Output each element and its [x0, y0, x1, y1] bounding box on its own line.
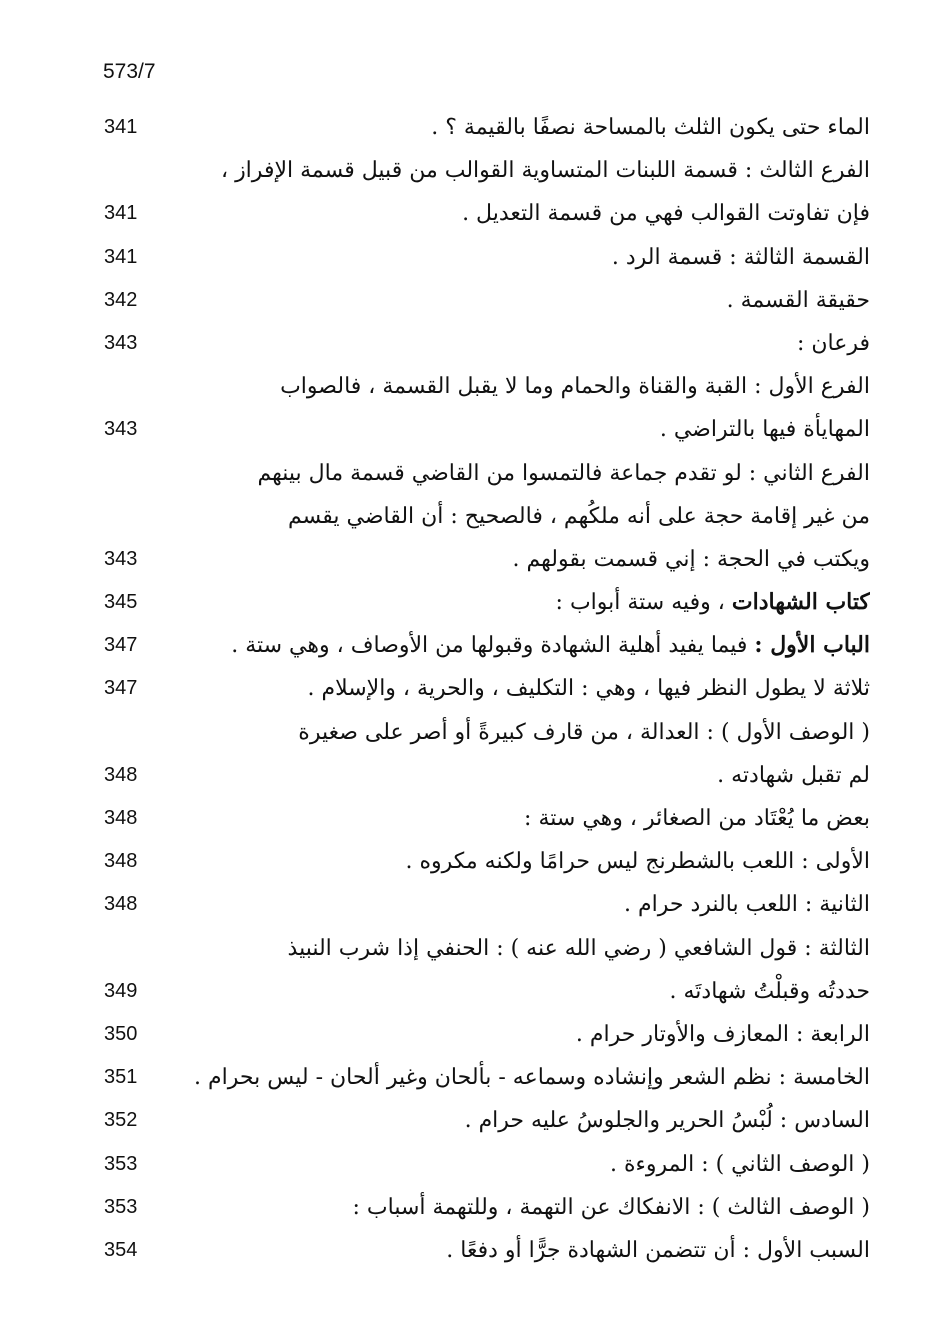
toc-entry: [0, 106, 934, 149]
toc-entry-text: [180, 883, 870, 926]
toc-entry: [0, 538, 934, 581]
toc-entry: [0, 1229, 934, 1272]
toc-entry-text: [180, 624, 870, 667]
toc-page-number: 347: [104, 634, 138, 657]
toc-entry: [0, 927, 934, 970]
toc-entry-text: [180, 1186, 870, 1229]
toc-entry-body: الثانية : اللعب بالنرد حرام .: [624, 892, 870, 918]
toc-entry-text: [180, 106, 870, 149]
toc-entry-body: ويكتب في الحجة : إني قسمت بقولهم .: [512, 546, 870, 572]
toc-entry-text: [180, 322, 870, 365]
toc-entry: [0, 322, 934, 365]
toc-page-number: 353: [104, 1195, 138, 1218]
toc-entry: [0, 581, 934, 624]
toc-entry-body: ( الوصف الأول ) : العدالة ، من قارف كبيرةً أو أصر على صغيرة: [298, 719, 870, 745]
toc-entry-body: فيما يفيد أهلية الشهادة وقبولها من الأوصاف ، وهي ستة .: [231, 633, 748, 659]
toc-entry-heading: الباب الأول :: [754, 632, 870, 659]
toc-entry-body: الفرع الثاني : لو تقدم جماعة فالتمسوا من القاضي قسمة مال بينهم: [257, 460, 870, 486]
toc-entry: [0, 797, 934, 840]
toc-entry-text: [180, 840, 870, 883]
toc-entry-body: الماء حتى يكون الثلث بالمساحة نصفًا بالقيمة ؟ .: [431, 115, 870, 140]
toc-page-number: 350: [104, 1022, 138, 1045]
toc-page-number: 343: [104, 331, 138, 354]
toc-entry-body: الفرع الأول : القبة والقناة والحمام وما لا يقبل القسمة ، فالصواب: [280, 374, 870, 400]
toc-entry-text: [180, 408, 870, 451]
toc-page-number: 343: [104, 547, 138, 570]
toc-entry-body: الثالثة : قول الشافعي ( رضي الله عنه ) : الحنفي إذا شرب النبيذ: [287, 935, 870, 961]
toc-page-number: 341: [104, 202, 138, 225]
toc-entry: [0, 667, 934, 710]
toc-entry-text: [180, 495, 870, 538]
toc-entry-body: ثلاثة لا يطول النظر فيها ، وهي : التكليف ، والحرية ، والإسلام .: [307, 676, 870, 702]
toc-entry-body: حقيقة القسمة .: [726, 287, 870, 313]
toc-entry-body: الرابعة : المعازف والأوتار حرام .: [575, 1021, 870, 1047]
toc-entry-body: ( الوصف الثالث ) : الانفكاك عن التهمة ، وللتهمة أسباب :: [352, 1194, 870, 1220]
toc-page-number: 343: [104, 418, 138, 441]
page-reference: 573/7: [103, 60, 156, 83]
toc-entry: [0, 711, 934, 754]
toc-entry: [0, 495, 934, 538]
toc-entry-body: ، وفيه ستة أبواب :: [555, 590, 725, 616]
toc-page-number: 353: [104, 1152, 138, 1175]
toc-page-number: 349: [104, 979, 138, 1002]
toc-entry: [0, 149, 934, 192]
toc-entry-text: [180, 149, 870, 192]
toc-entry-body: بعض ما يُعْتَاد من الصغائر ، وهي ستة :: [524, 806, 870, 831]
toc-entry: [0, 408, 934, 451]
toc-entry: [0, 279, 934, 322]
toc-entry-text: [180, 1099, 870, 1142]
toc-entry: [0, 1186, 934, 1229]
toc-entry-text: [180, 365, 870, 408]
toc-entry-body: لم تقبل شهادته .: [717, 762, 870, 788]
toc-page-number: 341: [104, 245, 138, 268]
toc-entry-body: القسمة الثالثة : قسمة الرد .: [611, 244, 870, 270]
toc-entry-text: [180, 1013, 870, 1056]
toc-page-number: 348: [104, 807, 138, 829]
toc-page-number: 348: [104, 893, 138, 916]
toc-entry: [0, 624, 934, 667]
toc-entry: [0, 192, 934, 235]
toc-entry-body: الخامسة : نظم الشعر وإنشاده وسماعه - بألحان وغير ألحان - ليس بحرام .: [194, 1065, 870, 1091]
toc-entry-body: السادس : لُبْسُ الحرير والجلوسُ عليه حرام .: [464, 1108, 870, 1134]
toc-entry-body: ( الوصف الثاني ) : المروءة .: [610, 1151, 870, 1177]
table-of-contents: [0, 106, 934, 1272]
toc-entry: [0, 365, 934, 408]
toc-entry-text: [180, 452, 870, 495]
toc-entry-text: [180, 797, 870, 840]
toc-entry-body: الأولى : اللعب بالشطرنج ليس حرامًا ولكنه مكروه .: [405, 849, 870, 875]
toc-page-number: 347: [104, 677, 138, 700]
toc-entry: [0, 452, 934, 495]
toc-entry: [0, 754, 934, 797]
toc-page-number: 341: [104, 116, 138, 138]
toc-page-number: 354: [104, 1238, 138, 1261]
toc-entry-text: [180, 581, 870, 624]
toc-entry-body: من غير إقامة حجة على أنه ملكُهم ، فالصحيح : أن القاضي يقسم: [287, 503, 870, 529]
toc-entry-body: الفرع الثالث : قسمة اللبنات المتساوية القوالب من قبيل قسمة الإفراز ،: [220, 158, 870, 184]
toc-entry-text: [180, 927, 870, 970]
toc-page-number: 345: [104, 591, 138, 614]
toc-entry: [0, 883, 934, 926]
toc-entry: [0, 1056, 934, 1099]
toc-entry-text: [180, 711, 870, 754]
toc-entry-text: [180, 754, 870, 797]
toc-entry: [0, 840, 934, 883]
toc-entry-text: [180, 667, 870, 710]
toc-entry: [0, 1013, 934, 1056]
toc-entry-body: المهايأة فيها بالتراضي .: [659, 417, 870, 443]
toc-entry: [0, 1143, 934, 1186]
toc-page-number: 342: [104, 288, 138, 311]
toc-entry: [0, 1099, 934, 1142]
toc-entry-heading: كتاب الشهادات: [731, 589, 870, 616]
toc-entry-text: [180, 192, 870, 235]
toc-entry-text: [180, 236, 870, 279]
toc-page-number: 351: [104, 1066, 138, 1089]
toc-page-number: 348: [104, 763, 138, 786]
toc-entry-body: السبب الأول : أن تتضمن الشهادة جرًّا أو دفعًا .: [446, 1237, 870, 1263]
toc-entry-text: [180, 1229, 870, 1272]
toc-entry-text: [180, 279, 870, 322]
toc-page-number: 348: [104, 850, 138, 873]
toc-entry-body: فرعان :: [796, 330, 870, 356]
toc-entry-text: [180, 970, 870, 1013]
toc-page-number: 352: [104, 1109, 138, 1132]
toc-entry-body: فإن تفاوتت القوالب فهي من قسمة التعديل .: [462, 201, 870, 227]
toc-entry-body: حددتُه وقبلْتُ شهادتَه .: [669, 978, 870, 1004]
toc-entry-text: [180, 1056, 870, 1099]
toc-entry-text: [180, 1143, 870, 1186]
toc-entry-text: [180, 538, 870, 581]
toc-entry: [0, 970, 934, 1013]
toc-entry: [0, 236, 934, 279]
